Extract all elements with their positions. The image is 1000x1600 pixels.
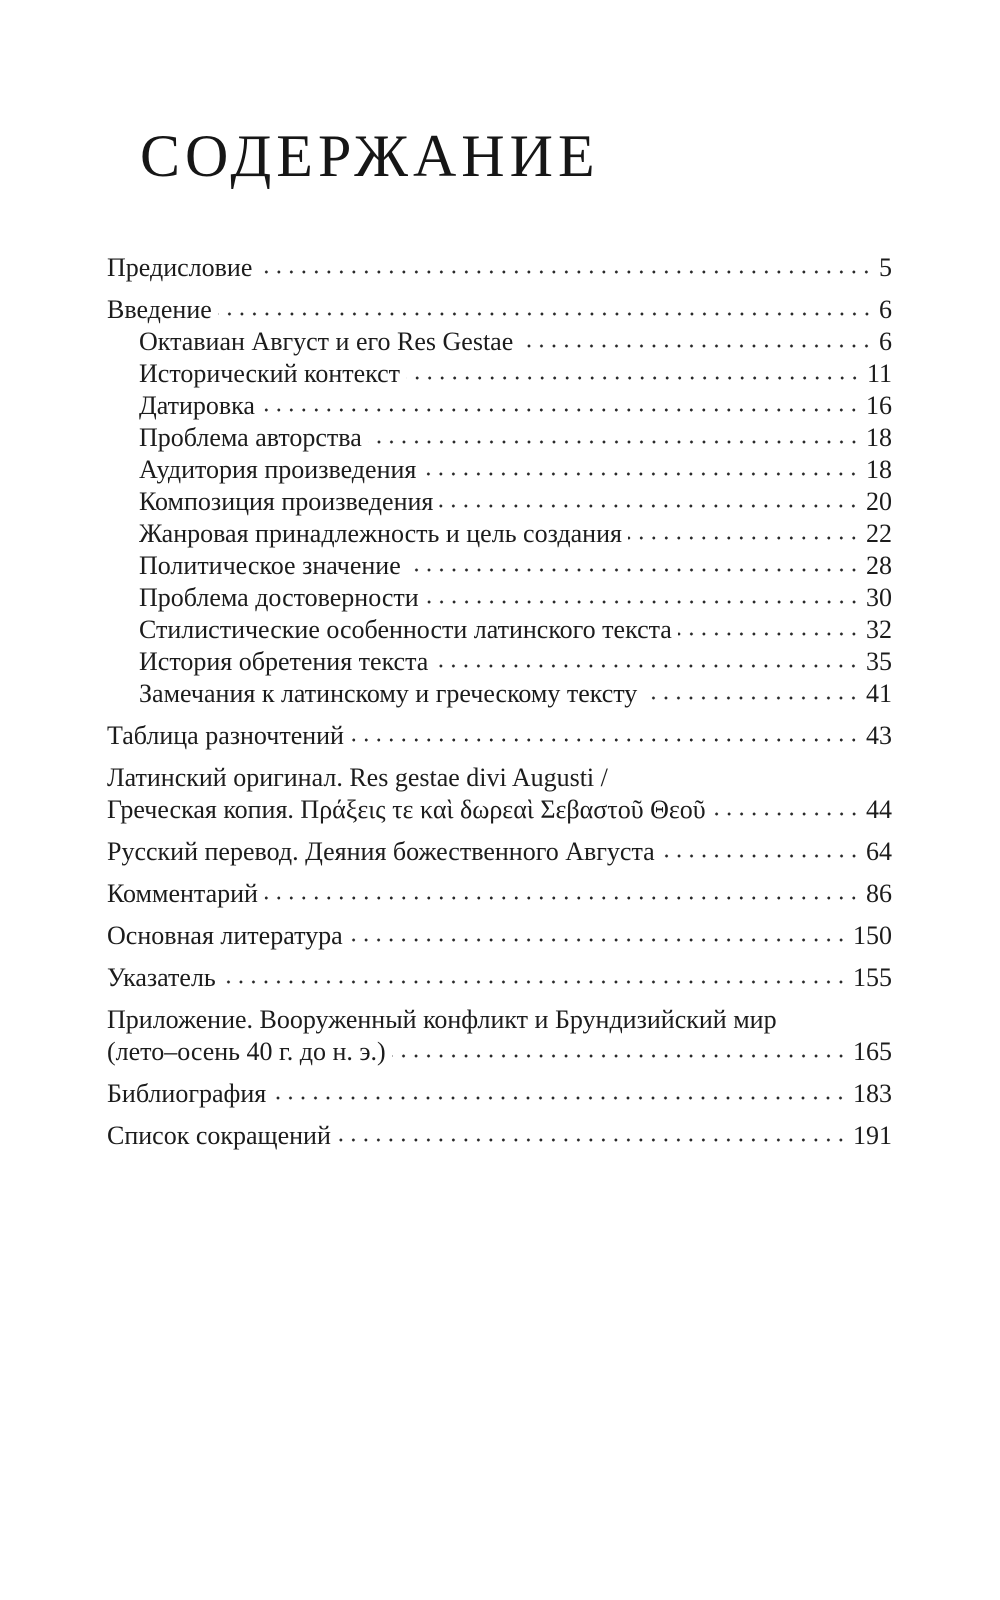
toc-entry-title-line1: Латинский оригинал. Res gestae divi Augusti / [107,763,608,792]
toc-subentry[interactable] [107,358,892,390]
toc-page-number: 16 [866,391,892,420]
toc-entry-title: Список сокращений [107,1121,331,1150]
leader-dots [628,534,860,542]
toc-entry-title: Проблема авторства [139,423,362,452]
leader-dots [519,342,873,350]
toc-page-number: 86 [866,879,892,908]
toc-entry-title: Таблица разночтений [107,721,344,750]
toc-entry-title: История обретения текста [139,647,429,676]
toc-entry-title: Введение [107,295,212,324]
toc-page-number: 64 [866,837,892,866]
toc-entry-russian-translation[interactable] [107,836,892,868]
toc-entry-title: Композиция произведения [139,487,434,516]
toc-subentry[interactable] [107,326,892,358]
toc-subentry[interactable] [107,646,892,678]
leader-dots [434,662,860,670]
toc-entry-index[interactable] [107,962,892,994]
leader-dots [350,736,860,744]
leader-dots [258,268,873,276]
leader-dots [422,470,860,478]
toc-page-number: 11 [866,359,892,388]
toc-entry-title: Исторический контекст [139,359,401,388]
toc-page-number: 28 [866,551,892,580]
leader-dots [222,978,847,986]
table-of-contents [107,252,892,1152]
leader-dots [439,502,860,510]
toc-entry-commentary[interactable] [107,878,892,910]
toc-entry-title: Политическое значение [139,551,401,580]
leader-dots [349,936,847,944]
toc-subentry[interactable] [107,486,892,518]
toc-page-number: 155 [853,963,892,992]
toc-subentry[interactable] [107,614,892,646]
leader-dots [425,598,860,606]
leader-dots [712,810,860,818]
toc-entry-title: Библиография [107,1079,267,1108]
toc-page-number: 44 [866,795,892,824]
toc-entry-introduction[interactable] [107,294,892,326]
toc-page-number: 18 [866,455,892,484]
leader-dots [661,852,860,860]
toc-entry-title: Указатель [107,963,216,992]
toc-page-number: 191 [853,1121,892,1150]
toc-entry-title: Основная литература [107,921,343,950]
toc-entry-abbreviations[interactable] [107,1120,892,1152]
toc-entry-title: Проблема достоверности [139,583,419,612]
toc-page-number: 183 [853,1079,892,1108]
toc-entry-preface[interactable] [107,252,892,284]
toc-subentry[interactable] [107,454,892,486]
toc-page-number: 41 [866,679,892,708]
toc-page-number: 150 [853,921,892,950]
leader-dots [678,630,860,638]
leader-dots [264,894,860,902]
toc-entry-title: Стилистические особенности латинского текста [139,615,672,644]
toc-subentry[interactable] [107,390,892,422]
leader-dots [407,566,860,574]
toc-entry-title: Аудитория произведения [139,455,417,484]
toc-entry-title: (лето–осень 40 г. до н. э.) [107,1037,386,1066]
toc-entry-variants-table[interactable] [107,720,892,752]
toc-subentry[interactable] [107,582,892,614]
leader-dots [643,694,860,702]
leader-dots [272,1094,847,1102]
toc-page-number: 43 [866,721,892,750]
toc-page-number: 32 [866,615,892,644]
toc-subentry[interactable] [107,518,892,550]
toc-subentry[interactable] [107,550,892,582]
toc-entry-title-line1: Приложение. Вооруженный конфликт и Брундизийский мир [107,1005,777,1034]
page-title: СОДЕРЖАНИЕ [140,123,600,189]
toc-entry-title: Замечания к латинскому и греческому тексту [139,679,638,708]
toc-entry-bibliography[interactable] [107,1078,892,1110]
leader-dots [261,406,860,414]
toc-entry-title: Комментарий [107,879,258,908]
toc-subentry[interactable] [107,422,892,454]
toc-page-number: 35 [866,647,892,676]
toc-entry-title: Русский перевод. Деяния божественного Августа [107,837,655,866]
toc-page-number: 5 [879,253,892,282]
leader-dots [392,1052,847,1060]
toc-subentry[interactable] [107,678,892,710]
toc-page-number: 6 [879,327,892,356]
toc-page-number: 22 [866,519,892,548]
toc-entry-main-literature[interactable] [107,920,892,952]
leader-dots [337,1136,847,1144]
toc-entry-appendix[interactable] [107,1004,892,1068]
toc-entry-original-text[interactable] [107,762,892,826]
toc-entry-title: Датировка [139,391,255,420]
toc-page-number: 6 [879,295,892,324]
toc-page-number: 165 [853,1037,892,1066]
toc-entry-title: Греческая копия. Πράξεις τε καὶ δωρεαὶ Σεβαστοῦ Θεοῦ [107,795,706,824]
leader-dots [218,310,873,318]
toc-entry-title: Жанровая принадлежность и цель создания [139,519,622,548]
toc-entry-title: Предисловие [107,253,253,282]
leader-dots [368,438,860,446]
toc-page-number: 20 [866,487,892,516]
leader-dots [406,374,861,382]
toc-entry-title: Октавиан Август и его Res Gestae [139,327,514,356]
toc-page-number: 18 [866,423,892,452]
toc-page-number: 30 [866,583,892,612]
